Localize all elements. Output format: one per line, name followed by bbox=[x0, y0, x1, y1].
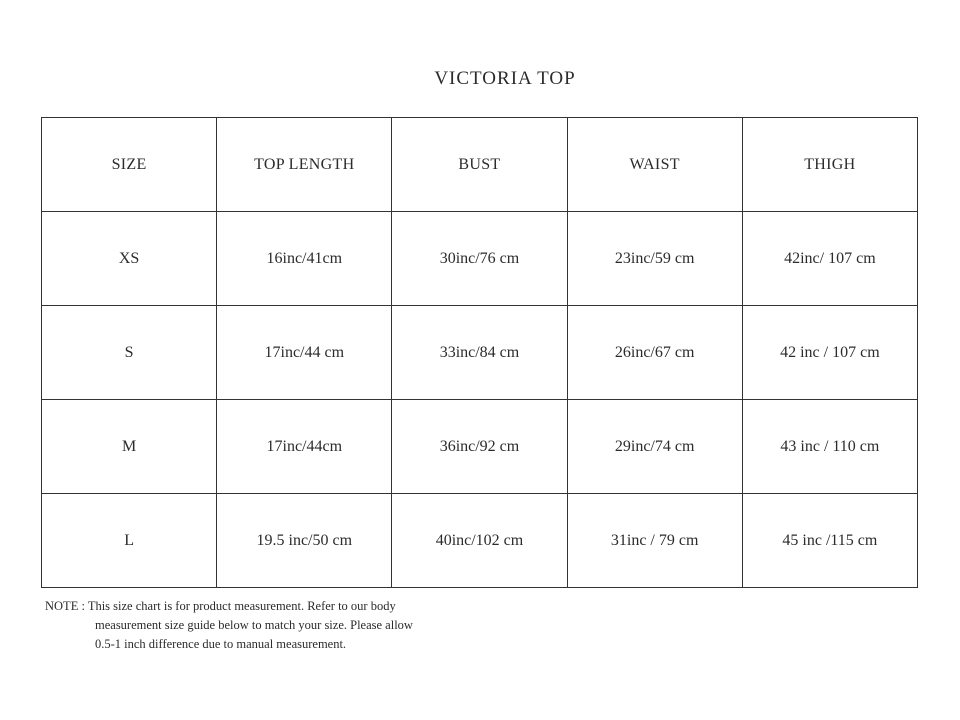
table-row bbox=[42, 212, 918, 306]
measurement-note bbox=[45, 597, 505, 654]
note-line-3: 0.5-1 inch difference due to manual measurement. bbox=[95, 637, 347, 651]
cell-thigh: 43 inc / 110 cm bbox=[742, 400, 917, 494]
note-label: NOTE : bbox=[45, 599, 88, 613]
table-row bbox=[42, 306, 918, 400]
note-line-2: measurement size guide below to match your size. Please allow bbox=[95, 618, 413, 632]
cell-bust: 33inc/84 cm bbox=[392, 306, 567, 400]
header-thigh: THIGH bbox=[742, 118, 917, 212]
table-row bbox=[42, 400, 918, 494]
cell-size: M bbox=[42, 400, 217, 494]
cell-thigh: 42inc/ 107 cm bbox=[742, 212, 917, 306]
cell-waist: 29inc/74 cm bbox=[567, 400, 742, 494]
cell-bust: 36inc/92 cm bbox=[392, 400, 567, 494]
cell-waist: 26inc/67 cm bbox=[567, 306, 742, 400]
cell-bust: 30inc/76 cm bbox=[392, 212, 567, 306]
cell-size: S bbox=[42, 306, 217, 400]
cell-top-length: 19.5 inc/50 cm bbox=[217, 494, 392, 588]
header-bust: BUST bbox=[392, 118, 567, 212]
header-top-length: TOP LENGTH bbox=[217, 118, 392, 212]
cell-top-length: 17inc/44 cm bbox=[217, 306, 392, 400]
page-title: VICTORIA TOP bbox=[434, 68, 576, 89]
header-waist: WAIST bbox=[567, 118, 742, 212]
cell-size: L bbox=[42, 494, 217, 588]
cell-thigh: 45 inc /115 cm bbox=[742, 494, 917, 588]
cell-waist: 23inc/59 cm bbox=[567, 212, 742, 306]
table-header-row bbox=[42, 118, 918, 212]
cell-bust: 40inc/102 cm bbox=[392, 494, 567, 588]
cell-size: XS bbox=[42, 212, 217, 306]
cell-thigh: 42 inc / 107 cm bbox=[742, 306, 917, 400]
cell-waist: 31inc / 79 cm bbox=[567, 494, 742, 588]
cell-top-length: 17inc/44cm bbox=[217, 400, 392, 494]
table-row bbox=[42, 494, 918, 588]
note-line-1: This size chart is for product measurement. Refer to our body bbox=[87, 599, 396, 613]
header-size: SIZE bbox=[42, 118, 217, 212]
cell-top-length: 16inc/41cm bbox=[217, 212, 392, 306]
size-chart-table bbox=[41, 117, 918, 588]
